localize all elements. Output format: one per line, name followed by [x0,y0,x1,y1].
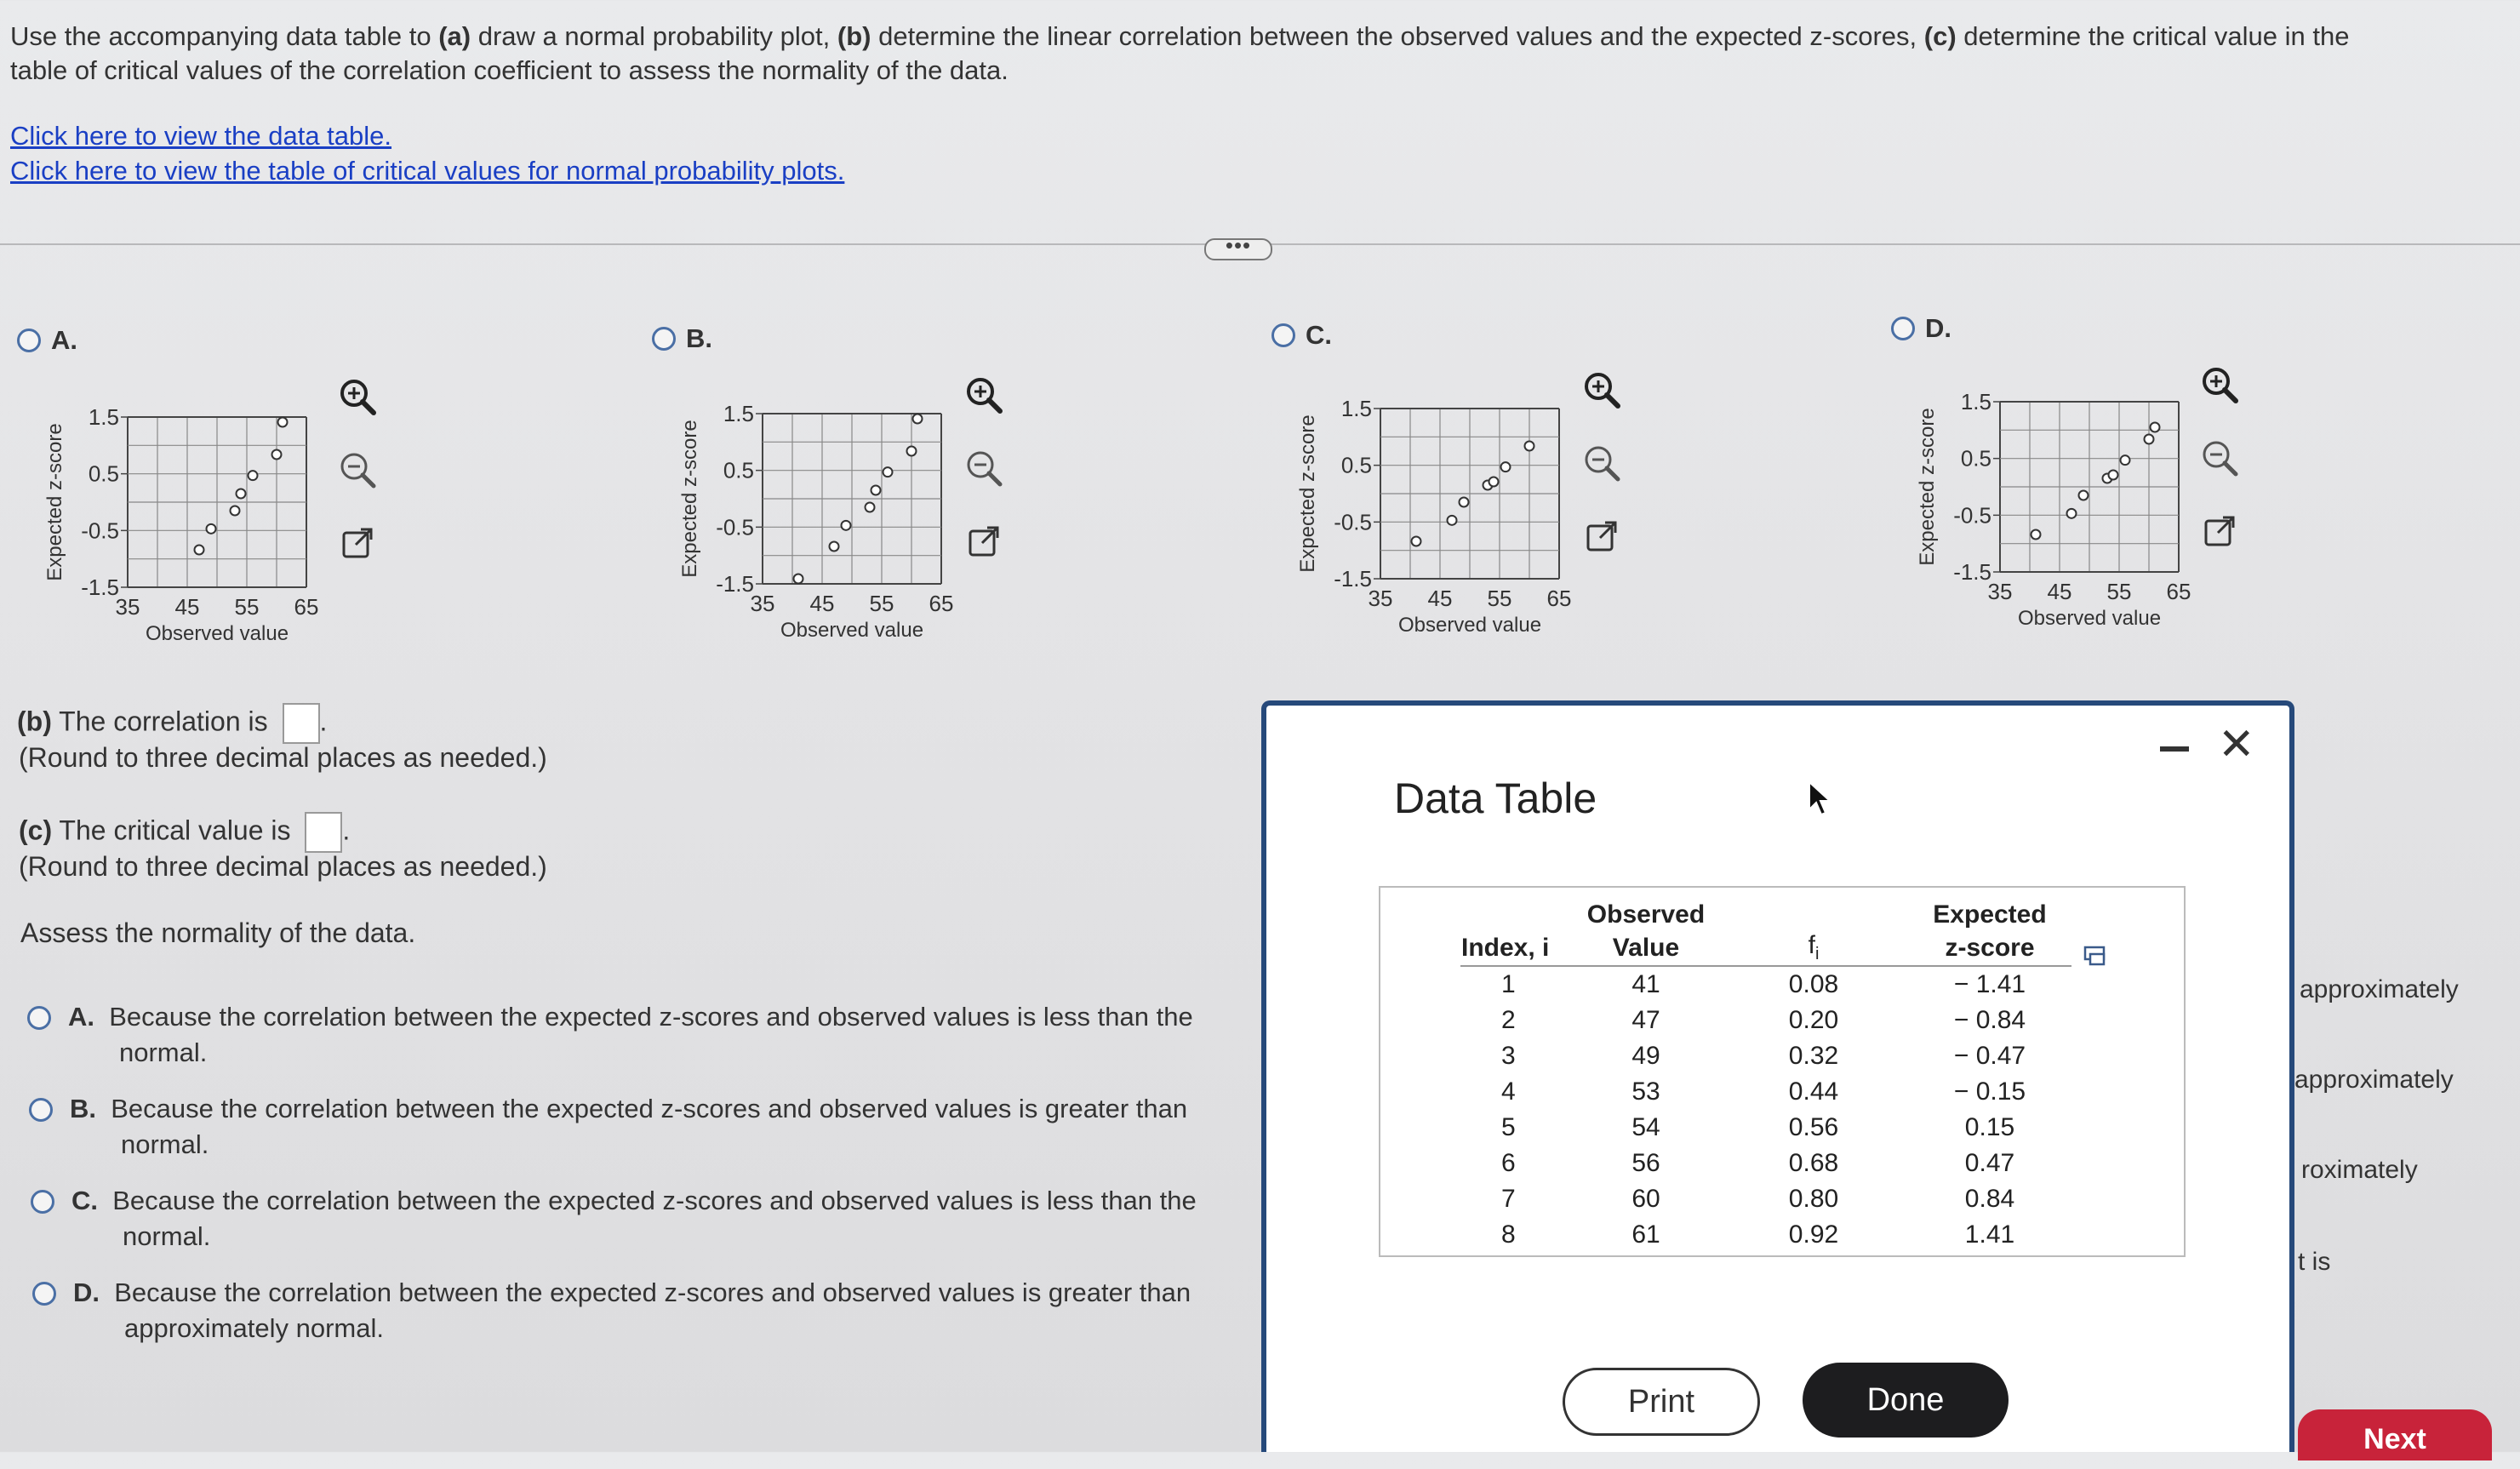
option-label: D. [1925,313,1951,343]
table-cell: 47 [1631,1006,1660,1034]
zoom-out-icon[interactable] [958,443,1009,494]
x-tick-label: 65 [2166,579,2191,604]
popout-icon[interactable] [1576,511,1627,562]
data-point [278,418,288,427]
header-f-sub: i [1814,945,1820,963]
table-cell: 0.56 [1788,1113,1839,1141]
assess-choice [70,1091,1261,1163]
x-tick-label: 45 [809,591,835,616]
minimize-icon[interactable] [2160,746,2189,752]
scatter-plot-b [669,397,992,652]
data-point [1460,498,1469,507]
assess-choice [68,999,1260,1071]
choice-line1: Because the correlation between the expected z-scores and observed values is less than the [109,1002,1193,1032]
table-cell: 1 [1501,970,1516,998]
zoom-out-icon[interactable] [1576,437,1627,489]
y-tick-label: -0.5 [1953,502,1991,529]
table-row [1460,1038,2071,1074]
assess-prompt: Assess the normality of the data. [20,917,416,948]
table-cell: 0.20 [1788,1006,1839,1034]
data-point [913,414,923,424]
table-cell: − 1.41 [1953,970,2026,998]
table-cell: 0.44 [1788,1077,1839,1106]
critical-values-link[interactable]: Click here to view the table of critical values for normal probability plots. [10,156,845,186]
data-point [1448,516,1457,525]
y-tick-label: -0.5 [716,514,754,540]
data-point [2079,491,2089,500]
x-tick-label: 45 [174,594,200,620]
part-c-note: (Round to three decimal places as needed.) [19,851,547,882]
part-b-text: The correlation is [51,706,276,737]
expand-handle[interactable]: ••• [1204,238,1272,260]
question-part: determine the critical value in the [1956,21,2350,51]
x-tick-label: 55 [234,594,260,620]
choice-letter: A. [68,1002,94,1032]
cursor-icon [1808,780,1833,818]
header-observed-bottom: Value [1612,933,1680,962]
data-point [249,471,258,480]
y-tick-label: -1.5 [716,571,754,597]
x-tick-label: 35 [1987,579,2013,604]
dialog-title: Data Table [1394,775,1597,822]
right-fragment: t is [2298,1248,2331,1276]
y-tick-label: -1.5 [1953,559,1991,585]
popout-icon[interactable] [332,517,383,569]
table-cell: 53 [1631,1077,1660,1106]
data-point [1412,537,1421,546]
x-axis-title: Observed value [780,619,924,642]
y-tick-label: 0.5 [723,457,754,483]
table-row [1460,1146,2071,1181]
copy-icon[interactable] [2083,946,2109,968]
x-axis-title: Observed value [1397,614,1542,637]
table-cell: 1.41 [1964,1220,2015,1249]
header-z-top: Expected [1933,900,2047,929]
part-b: (b) The correlation is . [17,703,327,744]
data-point [195,546,204,555]
table-cell: 2 [1501,1006,1516,1034]
assess-choice [73,1275,1265,1346]
table-cell: 3 [1501,1042,1516,1070]
x-tick-label: 55 [1487,586,1512,611]
data-point [2109,471,2118,480]
table-cell: 0.92 [1788,1220,1839,1249]
choice-letter: D. [73,1278,100,1307]
question-part: (a) [438,21,471,51]
popout-icon[interactable] [958,516,1009,567]
table-cell: − 0.84 [1953,1006,2026,1034]
table-cell: 8 [1501,1220,1516,1249]
y-tick-label: 0.5 [1960,445,1991,472]
table-row [1460,1074,2071,1110]
zoom-out-icon[interactable] [332,444,383,495]
part-b-label: (b) [17,706,52,737]
zoom-in-icon[interactable] [958,369,1009,420]
header-index: Index, i [1461,933,1550,962]
zoom-in-icon[interactable] [2194,359,2245,410]
close-icon[interactable]: ✕ [2218,720,2255,769]
y-axis-title: Expected z-score [1916,408,1939,566]
table-cell: 49 [1631,1042,1660,1070]
option-label: A. [51,325,77,355]
option-label: C. [1306,320,1332,350]
data-point [272,450,282,460]
zoom-in-icon[interactable] [332,371,383,422]
data-point [1489,477,1499,487]
y-tick-label: 0.5 [1340,452,1372,478]
x-tick-label: 45 [1427,586,1453,611]
choice-line2: normal. [121,1129,209,1159]
table-cell: 0.80 [1788,1185,1839,1213]
header-f-text: f [1808,931,1815,959]
right-fragment: roximately [2301,1156,2418,1184]
x-tick-label: 65 [1546,586,1572,611]
zoom-out-icon[interactable] [2194,432,2245,483]
choice-letter: C. [71,1186,98,1215]
data-point [2151,423,2160,432]
header-f [1719,930,1908,966]
table-row [1460,1003,2071,1038]
data-point [231,506,240,516]
assess-radio-a[interactable] [27,1006,51,1030]
question-part: (c) [1923,21,1957,51]
data-point [2031,530,2041,540]
data-point [2067,509,2077,518]
data-table-link[interactable]: Click here to view the data table. [10,121,392,151]
data-table [1460,900,2071,1253]
table-cell: 5 [1501,1113,1516,1141]
data-point [2145,435,2154,444]
y-tick-label: 1.5 [1960,389,1991,414]
assess-radio-d[interactable] [32,1282,56,1306]
data-table-frame [1379,886,2186,1257]
y-axis-title: Expected z-score [678,420,701,578]
table-cell: − 0.47 [1953,1042,2026,1070]
x-tick-label: 35 [750,591,775,616]
done-button[interactable]: Done [1803,1363,2009,1438]
part-b-note: (Round to three decimal places as needed.) [19,742,547,773]
print-button[interactable]: Print [1563,1368,1760,1436]
y-tick-label: -1.5 [81,574,119,600]
question-part: determine the linear correlation between the observed values and the expected z-scores, [871,21,1924,51]
table-cell: 61 [1631,1220,1660,1249]
choice-line1: Because the correlation between the expected z-scores and observed values is less than the [112,1186,1197,1215]
y-tick-label: 1.5 [1340,396,1372,421]
assess-radio-b[interactable] [29,1098,53,1122]
option-radio-a[interactable] [17,329,41,352]
y-axis-title: Expected z-score [1296,414,1319,573]
option-radio-b[interactable] [652,327,676,351]
scatter-plot-d [1906,385,2230,640]
y-tick-label: -1.5 [1334,566,1372,592]
table-row [1460,1181,2071,1217]
y-axis-title: Expected z-score [43,423,66,581]
assess-radio-c[interactable] [31,1190,54,1214]
table-cell: 0.32 [1788,1042,1839,1070]
table-row [1460,1110,2071,1146]
data-point [883,467,893,477]
x-axis-title: Observed value [2017,607,2162,630]
option-label: B. [686,323,712,353]
part-c-text: The critical value is [52,815,299,846]
x-tick-label: 55 [869,591,894,616]
table-cell: 4 [1501,1077,1516,1106]
table-cell: 0.15 [1964,1113,2015,1141]
x-tick-label: 35 [115,594,140,620]
y-tick-label: 1.5 [88,404,119,430]
choice-line1: Because the correlation between the expected z-scores and observed values is greater than [111,1094,1188,1123]
x-axis-title: Observed value [145,622,289,645]
choice-line2: normal. [123,1221,211,1251]
option-radio-d[interactable] [1891,317,1915,340]
data-point [237,489,246,499]
y-tick-label: -0.5 [81,517,119,544]
part-c-label: (c) [19,815,53,846]
x-tick-label: 55 [2106,579,2132,604]
table-cell: 0.84 [1964,1185,2015,1213]
data-point [842,521,851,530]
data-point [1525,442,1534,451]
table-row [1460,1217,2071,1253]
part-c: (c) The critical value is . [19,812,350,853]
data-point [207,524,216,534]
table-cell: 7 [1501,1185,1516,1213]
data-point [830,542,839,552]
scatter-plot-a [34,400,357,655]
data-point [1501,462,1511,472]
critical-value-input[interactable] [305,812,342,853]
question-part: draw a normal probability plot, [471,21,837,51]
data-point [2121,455,2130,465]
choice-line2: normal. [119,1037,208,1067]
assess-choice [71,1183,1263,1255]
data-point [871,486,881,495]
header-observed-top: Observed [1586,900,1706,929]
next-button[interactable]: Next [2298,1409,2492,1460]
x-tick-label: 65 [294,594,319,620]
option-radio-c[interactable] [1271,323,1295,347]
data-table-dialog [1261,700,2294,1452]
right-fragment: approximately [2300,975,2459,1003]
y-tick-label: 0.5 [88,460,119,487]
popout-icon[interactable] [2194,506,2245,557]
table-cell: 56 [1631,1149,1660,1177]
table-cell: 0.08 [1788,970,1839,998]
table-cell: 0.47 [1964,1149,2015,1177]
table-cell: 6 [1501,1149,1516,1177]
question-part: (b) [837,21,871,51]
table-cell: 41 [1631,970,1660,998]
table-cell: 0.68 [1788,1149,1839,1177]
choice-line1: Because the correlation between the expected z-scores and observed values is greater than [114,1278,1191,1307]
data-point [794,574,803,584]
correlation-input[interactable] [283,703,320,744]
y-tick-label: 1.5 [723,401,754,426]
x-tick-label: 35 [1368,586,1393,611]
x-tick-label: 65 [929,591,954,616]
right-fragment: approximately [2294,1066,2454,1094]
choice-line2: approximately normal. [124,1313,384,1343]
table-cell: − 0.15 [1953,1077,2026,1106]
x-tick-label: 45 [2047,579,2072,604]
choice-letter: B. [70,1094,96,1123]
zoom-in-icon[interactable] [1576,364,1627,415]
header-z-bottom: z-score [1945,933,2035,962]
y-tick-label: -0.5 [1334,509,1372,535]
question-text [10,15,2504,92]
question-part: Use the accompanying data table to [10,21,439,51]
data-point [907,447,917,456]
data-point [866,503,875,512]
table-cell: 54 [1631,1113,1660,1141]
table-cell: 60 [1631,1185,1660,1213]
scatter-plot-c [1287,392,1610,647]
question-part: table of critical values of the correlation coefficient to assess the normality of the data. [10,55,1009,85]
table-row [1460,966,2071,1003]
